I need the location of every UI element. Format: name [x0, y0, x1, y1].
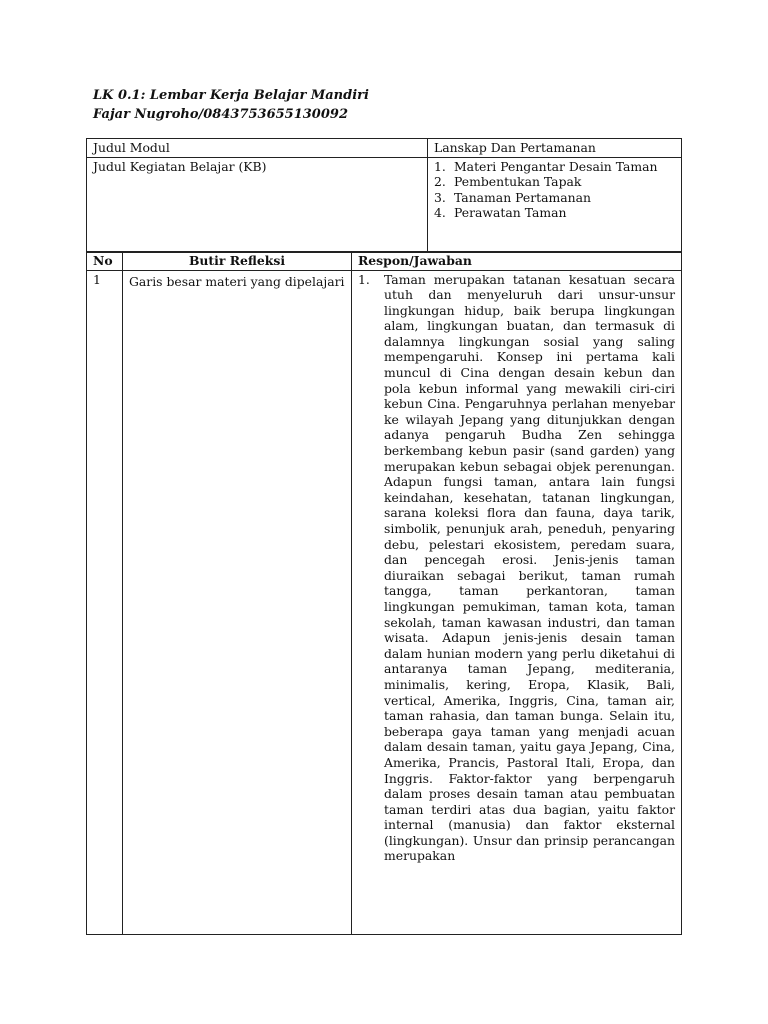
activity-list — [434, 159, 675, 221]
module-title-row — [87, 139, 682, 158]
row-number: 1 — [87, 270, 123, 934]
worksheet-title: LK 0.1: Lembar Kerja Belajar Mandiri — [93, 88, 369, 103]
module-title-label: Judul Modul — [87, 139, 428, 158]
answer-text: Taman merupakan tatanan kesatuan secara utuh dan menyeluruh dari unsur-unsur lingkungan hidup, baik berupa lingkungan alam, lingkungan buatan, dan termasuk di dalamnya lingkungan sosial yang saling mempengaruhi. Konsep ini pertama kali muncul di Cina dengan desain kebun dan pola kebun informal yang mewakili ciri-ciri kebun Cina. Pengaruhnya perlahan menyebar ke wilayah Jepang yang ditunjukkan dengan adanya pengaruh Budha Zen sehingga berkembang kebun pasir (sand garden) yang merupakan kebun sebagai objek perenungan. Adapun fungsi taman, antara lain fungsi keindahan, kesehatan, tatanan lingkungan, sarana koleksi flora dan fauna, daya tarik, simbolik, penunjuk arah, peneduh, penyaring debu, pelestari ekosistem, peredam suara, dan pencegah erosi. Jenis-jenis taman diuraikan sebagai berikut, taman rumah tangga, taman perkantoran, taman lingkungan pemukiman, taman kota, taman sekolah, taman kawasan industri, dan taman wisata. Adapun jenis-jenis desain taman dalam hunian modern yang perlu diketahui di antaranya taman Jepang, mediterania, minimalis, kering, Eropa, Klasik, Bali, vertical, Amerika, Inggris, Cina, taman air, taman rahasia, dan taman bunga. Selain itu, beberapa gaya taman yang menjadi acuan dalam desain taman, yaitu gaya Jepang, Cina, Amerika, Prancis, Pastoral Itali, Eropa, dan Inggris. Faktor-faktor yang berpengaruh dalam proses desain taman atau pembuatan taman terdiri atas dua bagian, yaitu faktor internal (manusia) dan faktor eksternal (lingkungan). Unsur dan prinsip perancangan merupakan — [384, 271, 675, 864]
author-line: Fajar Nugroho/0843753655130092 — [93, 107, 348, 122]
activity-title-list-cell — [428, 157, 682, 252]
module-title-value: Lanskap Dan Pertamanan — [428, 139, 682, 158]
row-answer-cell — [352, 270, 682, 934]
activity-title-row — [87, 157, 682, 252]
header-butir: Butir Refleksi — [123, 252, 352, 271]
list-item: 4. Perawatan Taman — [434, 205, 567, 220]
list-item: 2. Pembentukan Tapak — [434, 174, 582, 189]
answer-item: 1. Taman merupakan tatanan kesatuan secara utuh dan menyeluruh dari unsur-unsur lingkungan hidup, baik berupa lingkungan alam, lingkungan buatan, dan termasuk di dalamnya lingkungan sosial yang saling mempengaruhi. Konsep ini pertama kali muncul di Cina dengan desain kebun dan pola kebun informal yang mewakili ciri-ciri kebun Cina. Pengaruhnya perlahan menyebar ke wilayah Jepang yang ditunjukkan dengan adanya pengaruh Budha Zen sehingga berkembang kebun pasir (sand garden) yang merupakan kebun sebagai objek perenungan. Adapun fungsi taman, antara lain fungsi keindahan, kesehatan, tatanan lingkungan, sarana koleksi flora dan fauna, daya tarik, simbolik, penunjuk arah, peneduh, penyaring debu, pelestari ekosistem, peredam suara, dan pencegah erosi. Jenis-jenis taman diuraikan sebagai berikut, taman rumah tangga, taman perkantoran, taman lingkungan pemukiman, taman kota, taman sekolah, taman kawasan industri, dan taman wisata. Adapun jenis-jenis desain taman dalam hunian modern yang perlu diketahui di antaranya taman Jepang, mediterania, minimalis, kering, Eropa, Klasik, Bali, vertical, Amerika, Inggris, Cina, taman air, taman rahasia, dan taman bunga. Selain itu, beberapa gaya taman yang menjadi acuan dalam desain taman, yaitu gaya Jepang, Cina, Amerika, Prancis, Pastoral Itali, Eropa, dan Inggris. Faktor-faktor yang berpengaruh dalam proses desain taman atau pembuatan taman terdiri atas dua bagian, yaitu faktor internal (manusia) dan faktor eksternal (lingkungan). Unsur dan prinsip perancangan merupakan — [358, 271, 675, 864]
table-row — [87, 270, 682, 934]
header-respon: Respon/Jawaban — [352, 252, 682, 271]
module-info-table — [86, 138, 682, 253]
list-item: 3. Tanaman Pertamanan — [434, 189, 591, 205]
row-butir: Garis besar materi yang dipelajari — [123, 270, 352, 934]
document-header — [93, 86, 369, 124]
reflection-header-row — [87, 252, 682, 271]
list-item: 1. Materi Pengantar Desain Taman — [434, 158, 658, 174]
activity-title-label: Judul Kegiatan Belajar (KB) — [87, 157, 428, 252]
reflection-table — [86, 251, 682, 935]
header-no: No — [87, 252, 123, 271]
